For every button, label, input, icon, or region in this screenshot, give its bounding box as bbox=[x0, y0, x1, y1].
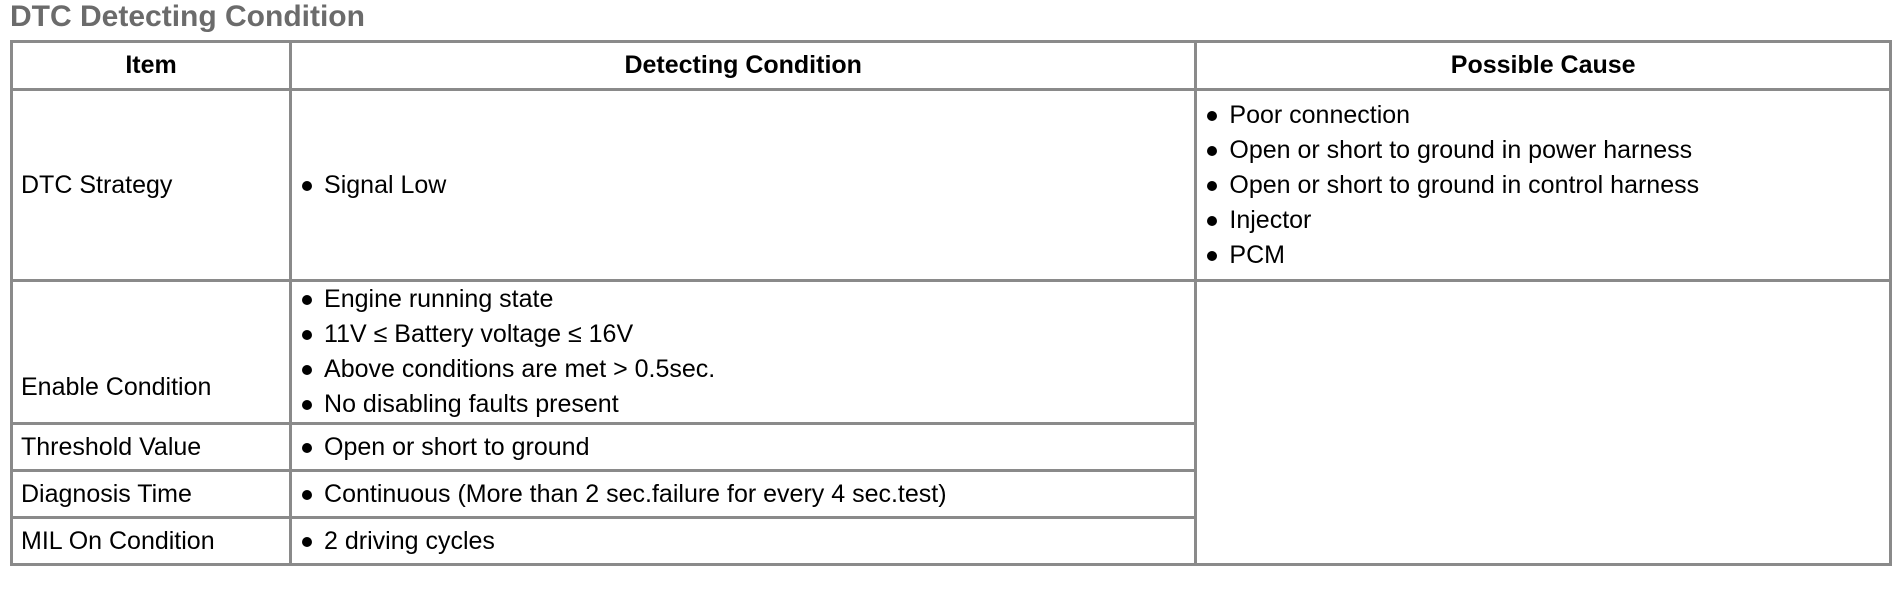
list-item: No disabling faults present bbox=[300, 387, 1186, 422]
table-header-row bbox=[12, 42, 1891, 90]
cause-list bbox=[1205, 98, 1881, 273]
condition-list bbox=[300, 168, 1186, 203]
condition-list bbox=[300, 477, 1186, 512]
condition-list bbox=[300, 282, 1186, 422]
cause-cell-empty bbox=[1196, 281, 1891, 565]
item-label: MIL On Condition bbox=[21, 526, 215, 555]
list-item: Signal Low bbox=[300, 168, 1186, 203]
header-detecting-condition: Detecting Condition bbox=[291, 42, 1196, 90]
list-item: Continuous (More than 2 sec.failure for every 4 sec.test) bbox=[300, 477, 1186, 512]
list-item: Poor connection bbox=[1205, 98, 1881, 133]
list-item: Engine running state bbox=[300, 282, 1186, 317]
condition-cell bbox=[291, 424, 1196, 471]
list-item: Injector bbox=[1205, 203, 1881, 238]
list-item: Open or short to ground in power harness bbox=[1205, 133, 1881, 168]
condition-list bbox=[300, 430, 1186, 465]
condition-cell bbox=[291, 281, 1196, 424]
list-item: 2 driving cycles bbox=[300, 524, 1186, 559]
list-item: 11V ≤ Battery voltage ≤ 16V bbox=[300, 317, 1186, 352]
table-row-dtc-strategy bbox=[12, 90, 1891, 281]
item-cell bbox=[12, 424, 291, 471]
page-title: DTC Detecting Condition bbox=[10, 0, 365, 33]
condition-cell bbox=[291, 471, 1196, 518]
condition-list bbox=[300, 524, 1186, 559]
list-item: Open or short to ground bbox=[300, 430, 1186, 465]
item-cell bbox=[12, 281, 291, 424]
item-cell bbox=[12, 90, 291, 281]
cause-cell bbox=[1196, 90, 1891, 281]
item-cell bbox=[12, 471, 291, 518]
list-item: Above conditions are met > 0.5sec. bbox=[300, 352, 1186, 387]
item-label: Enable Condition bbox=[21, 372, 212, 401]
item-cell bbox=[12, 518, 291, 565]
list-item: PCM bbox=[1205, 238, 1881, 273]
item-label: Threshold Value bbox=[21, 432, 202, 461]
item-label: DTC Strategy bbox=[21, 170, 173, 199]
header-possible-cause: Possible Cause bbox=[1196, 42, 1891, 90]
condition-cell bbox=[291, 90, 1196, 281]
header-item: Item bbox=[12, 42, 291, 90]
table-row-enable-condition bbox=[12, 281, 1891, 424]
list-item: Open or short to ground in control harness bbox=[1205, 168, 1881, 203]
condition-cell bbox=[291, 518, 1196, 565]
item-label: Diagnosis Time bbox=[21, 479, 192, 508]
dtc-table bbox=[10, 40, 1892, 566]
